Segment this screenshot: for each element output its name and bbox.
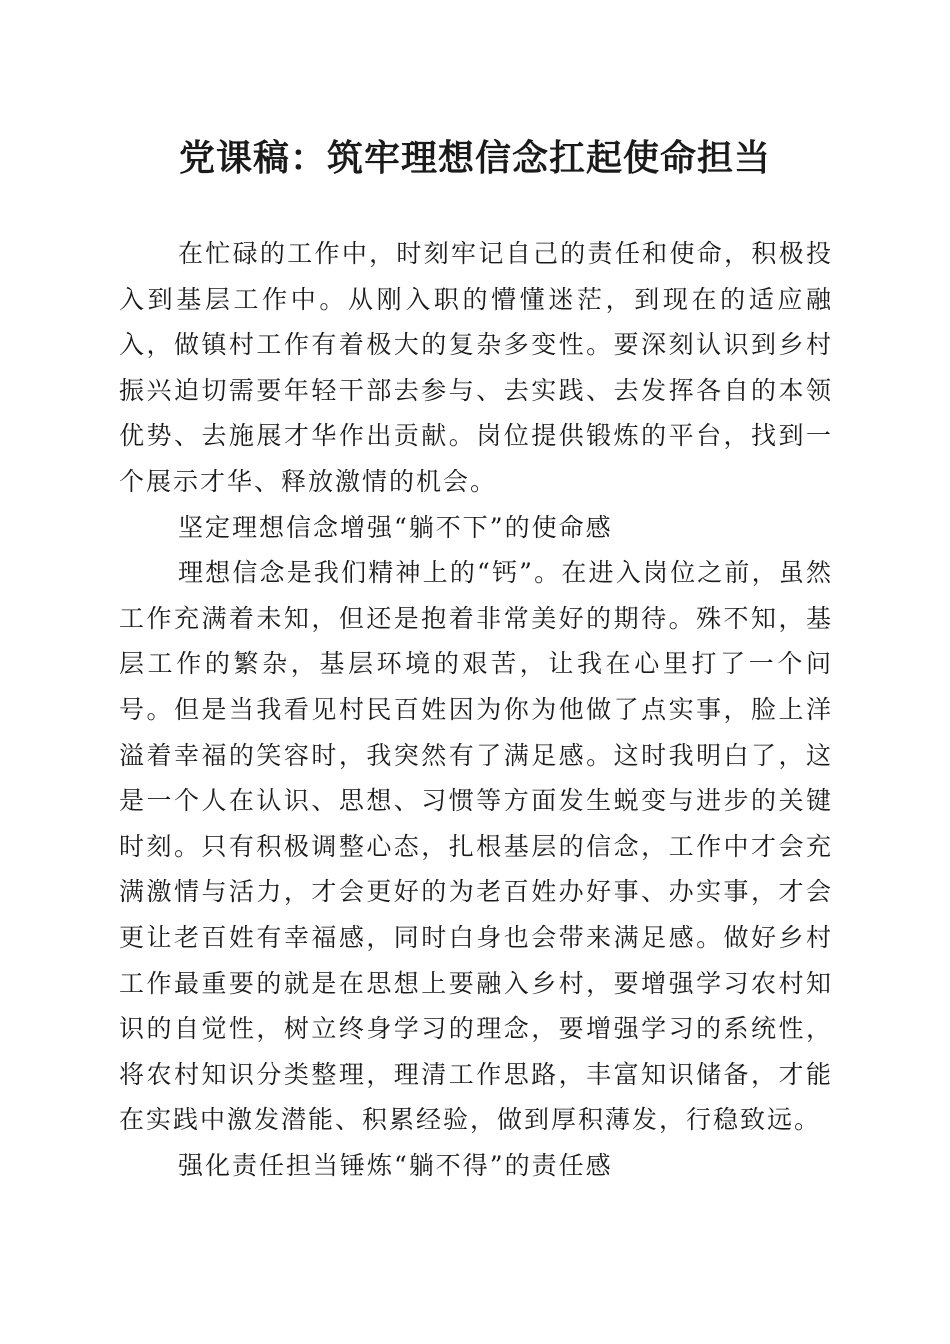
paragraph-ideals: 理想信念是我们精神上的“钙”。在进入岗位之前，虽然工作充满着未知，但还是抱着非常美好的期待。殊不知，基层工作的繁杂，基层环境的艰苦，让我在心里打了一个问号。但是当我看见村民百姓因为你为他做了点实事，脸上洋溢着幸福的笑容时，我突然有了满足感。这时我明白了，这是一个人在认识、思想、习惯等方面发生蜕变与进步的关键时刻。只有积极调整心态，扎根基层的信念，工作中才会充满激情与活力，才会更好的为老百姓办好事、办实事，才会更让老百姓有幸福感，同时白身也会带来满足感。做好乡村工作最重要的就是在思想上要融入乡村，要增强学习农村知识的自觉性，树立终身学习的理念，要增强学习的系统性，将农村知识分类整理，理清工作思路，丰富知识储备，才能在实践中激发潜能、积累经验，做到厚积薄发，行稳致远。 [119,558,833,1135]
section-heading-responsibility: 强化责任担当锤炼“躺不得”的责任感 [178,1150,613,1180]
document-title: 党课稿：筑牢理想信念扛起使命担当 [178,137,771,179]
paragraph-intro: 在忙碌的工作中，时刻牢记自己的责任和使命，积极投入到基层工作中。从刚入职的懵懂迷茫，到现在的适应融入，做镇村工作有着极大的复杂多变性。要深刻认识到乡村振兴迫切需要年轻干部去参与、去实践、去发挥各自的本领优势、去施展才华作出贡献。岗位提供锻炼的平台，找到一个展示才华、释放激情的机会。 [119,239,833,496]
section-heading-mission: 坚定理想信念增强“躺不下”的使命感 [178,512,613,542]
document-body [119,231,833,1188]
